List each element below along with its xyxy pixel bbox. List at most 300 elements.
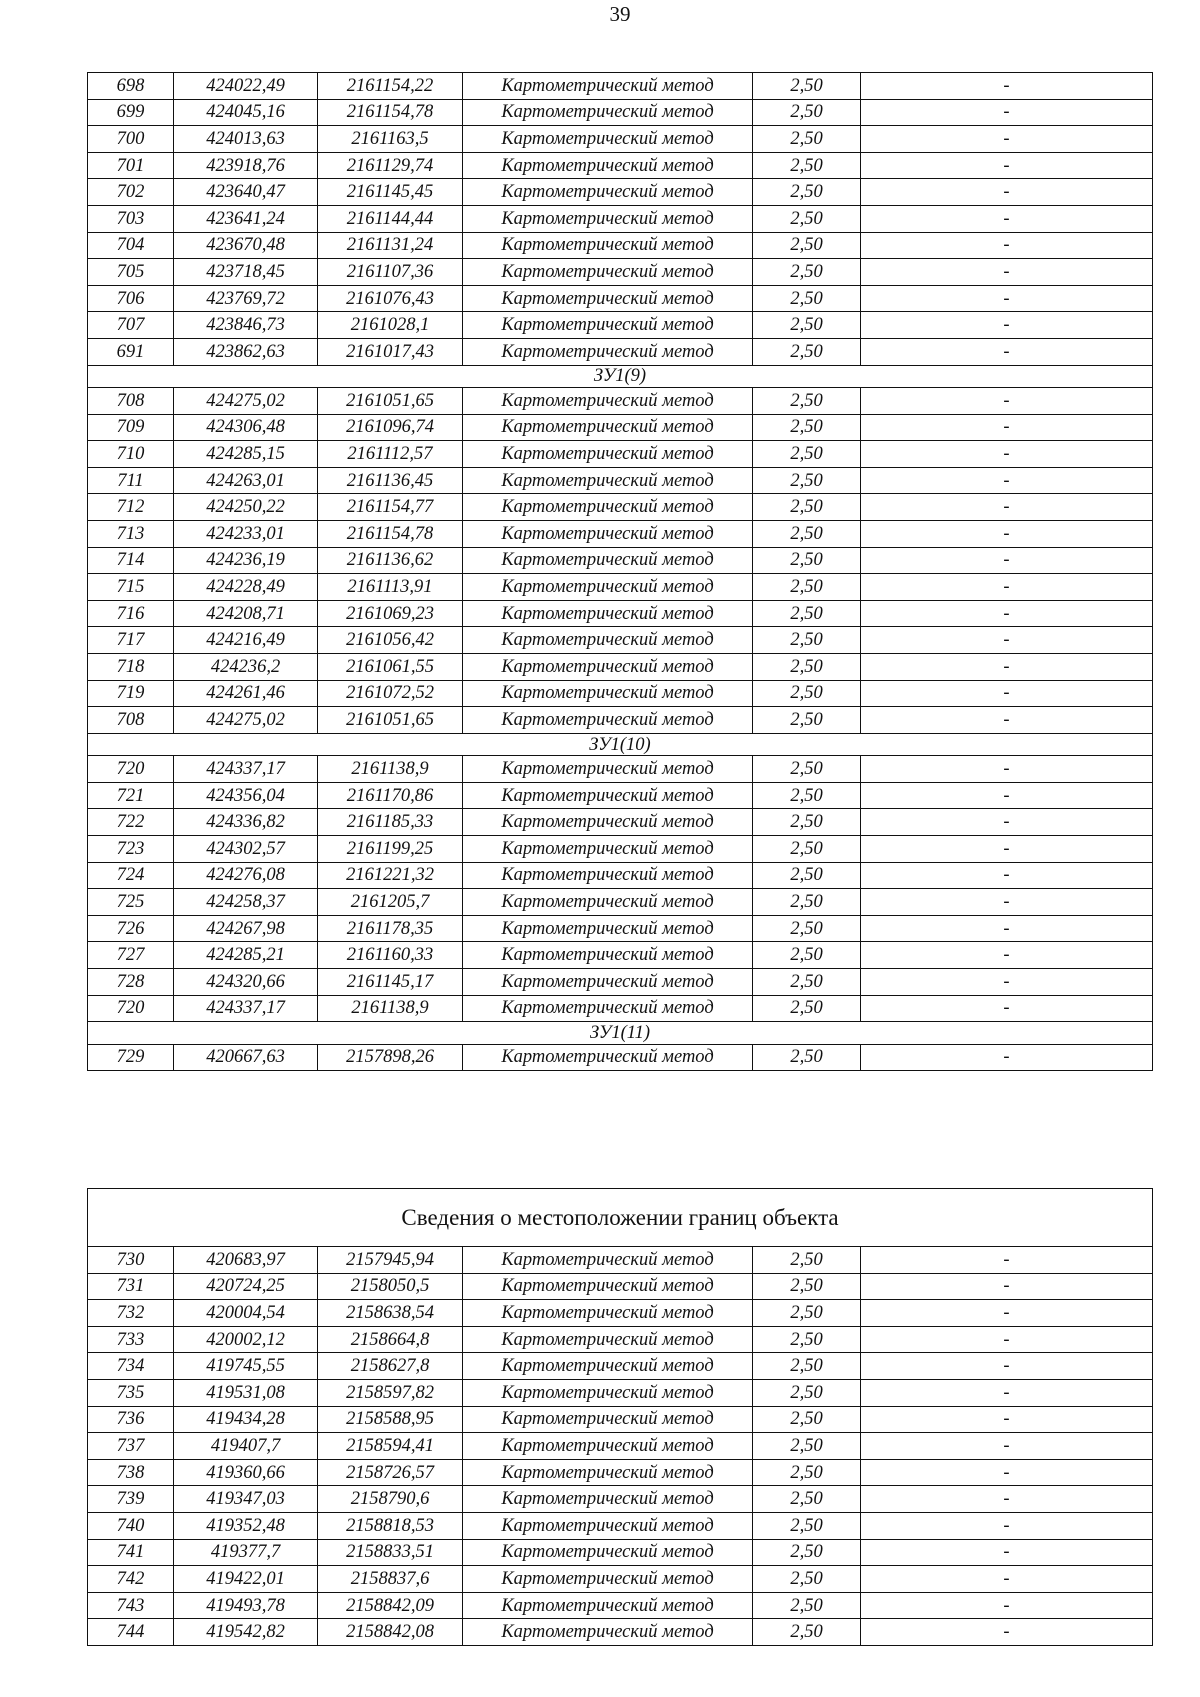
description-cell: -	[861, 1326, 1153, 1353]
x-coordinate-cell: 424337,17	[174, 995, 318, 1022]
y-coordinate-cell: 2161154,78	[318, 521, 463, 548]
accuracy-cell: 2,50	[753, 99, 861, 126]
y-coordinate-cell: 2158726,57	[318, 1459, 463, 1486]
method-cell: Картометрический метод	[463, 1326, 753, 1353]
point-number-cell: 705	[88, 259, 174, 286]
description-cell: -	[861, 1512, 1153, 1539]
method-cell: Картометрический метод	[463, 915, 753, 942]
method-cell: Картометрический метод	[463, 1379, 753, 1406]
method-cell: Картометрический метод	[463, 259, 753, 286]
description-cell: -	[861, 1300, 1153, 1327]
description-cell: -	[861, 1592, 1153, 1619]
x-coordinate-cell: 419377,7	[174, 1539, 318, 1566]
table-row	[88, 547, 1153, 574]
method-cell: Картометрический метод	[463, 312, 753, 339]
accuracy-cell: 2,50	[753, 521, 861, 548]
method-cell: Картометрический метод	[463, 152, 753, 179]
x-coordinate-cell: 424302,57	[174, 836, 318, 863]
x-coordinate-cell: 424306,48	[174, 414, 318, 441]
y-coordinate-cell: 2161072,52	[318, 680, 463, 707]
point-number-cell: 727	[88, 942, 174, 969]
description-cell: -	[861, 232, 1153, 259]
table-row	[88, 809, 1153, 836]
point-number-cell: 739	[88, 1486, 174, 1513]
description-cell: -	[861, 809, 1153, 836]
y-coordinate-cell: 2161138,9	[318, 995, 463, 1022]
table-row	[88, 627, 1153, 654]
x-coordinate-cell: 424250,22	[174, 494, 318, 521]
x-coordinate-cell: 424276,08	[174, 862, 318, 889]
description-cell: -	[861, 1566, 1153, 1593]
accuracy-cell: 2,50	[753, 995, 861, 1022]
x-coordinate-cell: 424022,49	[174, 73, 318, 100]
accuracy-cell: 2,50	[753, 1566, 861, 1593]
description-cell: -	[861, 205, 1153, 232]
point-number-cell: 699	[88, 99, 174, 126]
method-cell: Картометрический метод	[463, 414, 753, 441]
point-number-cell: 720	[88, 995, 174, 1022]
accuracy-cell: 2,50	[753, 782, 861, 809]
section-label: ЗУ1(11)	[88, 1022, 1153, 1045]
x-coordinate-cell: 419493,78	[174, 1592, 318, 1619]
method-cell: Картометрический метод	[463, 1619, 753, 1646]
y-coordinate-cell: 2161028,1	[318, 312, 463, 339]
y-coordinate-cell: 2161107,36	[318, 259, 463, 286]
description-cell: -	[861, 782, 1153, 809]
y-coordinate-cell: 2161129,74	[318, 152, 463, 179]
description-cell: -	[861, 152, 1153, 179]
accuracy-cell: 2,50	[753, 1353, 861, 1380]
coordinates-table	[87, 72, 1153, 1071]
y-coordinate-cell: 2161205,7	[318, 889, 463, 916]
description-cell: -	[861, 388, 1153, 415]
table-row	[88, 680, 1153, 707]
method-cell: Картометрический метод	[463, 862, 753, 889]
table-row	[88, 285, 1153, 312]
table-row	[88, 179, 1153, 206]
point-number-cell: 710	[88, 441, 174, 468]
point-number-cell: 728	[88, 969, 174, 996]
x-coordinate-cell: 419407,7	[174, 1433, 318, 1460]
table-row	[88, 1433, 1153, 1460]
table-row	[88, 1326, 1153, 1353]
y-coordinate-cell: 2161154,77	[318, 494, 463, 521]
accuracy-cell: 2,50	[753, 1459, 861, 1486]
accuracy-cell: 2,50	[753, 1406, 861, 1433]
accuracy-cell: 2,50	[753, 1044, 861, 1071]
point-number-cell: 719	[88, 680, 174, 707]
description-cell: -	[861, 312, 1153, 339]
y-coordinate-cell: 2158050,5	[318, 1273, 463, 1300]
table-row	[88, 969, 1153, 996]
method-cell: Картометрический метод	[463, 627, 753, 654]
y-coordinate-cell: 2158842,08	[318, 1619, 463, 1646]
y-coordinate-cell: 2158638,54	[318, 1300, 463, 1327]
method-cell: Картометрический метод	[463, 99, 753, 126]
table-row	[88, 1592, 1153, 1619]
x-coordinate-cell: 420667,63	[174, 1044, 318, 1071]
table-row	[88, 1406, 1153, 1433]
point-number-cell: 702	[88, 179, 174, 206]
table-row	[88, 152, 1153, 179]
x-coordinate-cell: 423862,63	[174, 338, 318, 365]
point-number-cell: 700	[88, 126, 174, 153]
table-row	[88, 205, 1153, 232]
table-row	[88, 1539, 1153, 1566]
method-cell: Картометрический метод	[463, 441, 753, 468]
y-coordinate-cell: 2161017,43	[318, 338, 463, 365]
table-row	[88, 312, 1153, 339]
method-cell: Картометрический метод	[463, 1566, 753, 1593]
section-row	[88, 365, 1153, 388]
point-number-cell: 743	[88, 1592, 174, 1619]
x-coordinate-cell: 424285,21	[174, 942, 318, 969]
point-number-cell: 717	[88, 627, 174, 654]
description-cell: -	[861, 494, 1153, 521]
accuracy-cell: 2,50	[753, 1326, 861, 1353]
x-coordinate-cell: 420002,12	[174, 1326, 318, 1353]
y-coordinate-cell: 2158833,51	[318, 1539, 463, 1566]
y-coordinate-cell: 2158627,8	[318, 1353, 463, 1380]
table-row	[88, 1273, 1153, 1300]
accuracy-cell: 2,50	[753, 1433, 861, 1460]
method-cell: Картометрический метод	[463, 1273, 753, 1300]
table-row	[88, 259, 1153, 286]
accuracy-cell: 2,50	[753, 179, 861, 206]
accuracy-cell: 2,50	[753, 126, 861, 153]
point-number-cell: 708	[88, 707, 174, 734]
y-coordinate-cell: 2161178,35	[318, 915, 463, 942]
point-number-cell: 715	[88, 574, 174, 601]
table-row	[88, 467, 1153, 494]
point-number-cell: 716	[88, 600, 174, 627]
y-coordinate-cell: 2161051,65	[318, 388, 463, 415]
point-number-cell: 723	[88, 836, 174, 863]
accuracy-cell: 2,50	[753, 1512, 861, 1539]
accuracy-cell: 2,50	[753, 942, 861, 969]
accuracy-cell: 2,50	[753, 627, 861, 654]
x-coordinate-cell: 419360,66	[174, 1459, 318, 1486]
method-cell: Картометрический метод	[463, 1300, 753, 1327]
table-row	[88, 1353, 1153, 1380]
x-coordinate-cell: 419422,01	[174, 1566, 318, 1593]
description-cell: -	[861, 414, 1153, 441]
table-row	[88, 600, 1153, 627]
point-number-cell: 691	[88, 338, 174, 365]
description-cell: -	[861, 1486, 1153, 1513]
y-coordinate-cell: 2158664,8	[318, 1326, 463, 1353]
x-coordinate-cell: 420683,97	[174, 1247, 318, 1274]
description-cell: -	[861, 1353, 1153, 1380]
x-coordinate-cell: 420724,25	[174, 1273, 318, 1300]
accuracy-cell: 2,50	[753, 73, 861, 100]
point-number-cell: 744	[88, 1619, 174, 1646]
x-coordinate-cell: 424208,71	[174, 600, 318, 627]
table-row	[88, 707, 1153, 734]
table-row	[88, 995, 1153, 1022]
x-coordinate-cell: 424275,02	[174, 707, 318, 734]
description-cell: -	[861, 1619, 1153, 1646]
point-number-cell: 713	[88, 521, 174, 548]
y-coordinate-cell: 2161138,9	[318, 756, 463, 783]
accuracy-cell: 2,50	[753, 969, 861, 996]
description-cell: -	[861, 969, 1153, 996]
x-coordinate-cell: 424356,04	[174, 782, 318, 809]
accuracy-cell: 2,50	[753, 285, 861, 312]
description-cell: -	[861, 73, 1153, 100]
x-coordinate-cell: 423641,24	[174, 205, 318, 232]
y-coordinate-cell: 2161136,45	[318, 467, 463, 494]
table-row	[88, 99, 1153, 126]
point-number-cell: 734	[88, 1353, 174, 1380]
y-coordinate-cell: 2161163,5	[318, 126, 463, 153]
table-row	[88, 574, 1153, 601]
y-coordinate-cell: 2161185,33	[318, 809, 463, 836]
description-cell: -	[861, 889, 1153, 916]
table-row	[88, 1044, 1153, 1071]
x-coordinate-cell: 419347,03	[174, 1486, 318, 1513]
x-coordinate-cell: 424236,19	[174, 547, 318, 574]
accuracy-cell: 2,50	[753, 388, 861, 415]
table-row	[88, 1566, 1153, 1593]
point-number-cell: 724	[88, 862, 174, 889]
y-coordinate-cell: 2158588,95	[318, 1406, 463, 1433]
accuracy-cell: 2,50	[753, 1273, 861, 1300]
point-number-cell: 707	[88, 312, 174, 339]
method-cell: Картометрический метод	[463, 1592, 753, 1619]
method-cell: Картометрический метод	[463, 521, 753, 548]
x-coordinate-cell: 424320,66	[174, 969, 318, 996]
y-coordinate-cell: 2158842,09	[318, 1592, 463, 1619]
description-cell: -	[861, 126, 1153, 153]
x-coordinate-cell: 419531,08	[174, 1379, 318, 1406]
description-cell: -	[861, 1379, 1153, 1406]
description-cell: -	[861, 707, 1153, 734]
point-number-cell: 731	[88, 1273, 174, 1300]
x-coordinate-cell: 424045,16	[174, 99, 318, 126]
x-coordinate-cell: 424236,2	[174, 653, 318, 680]
accuracy-cell: 2,50	[753, 1300, 861, 1327]
y-coordinate-cell: 2158818,53	[318, 1512, 463, 1539]
table-row	[88, 836, 1153, 863]
x-coordinate-cell: 424258,37	[174, 889, 318, 916]
method-cell: Картометрический метод	[463, 1459, 753, 1486]
description-cell: -	[861, 1433, 1153, 1460]
description-cell: -	[861, 756, 1153, 783]
x-coordinate-cell: 419745,55	[174, 1353, 318, 1380]
method-cell: Картометрический метод	[463, 547, 753, 574]
y-coordinate-cell: 2161112,57	[318, 441, 463, 468]
accuracy-cell: 2,50	[753, 205, 861, 232]
point-number-cell: 720	[88, 756, 174, 783]
y-coordinate-cell: 2157945,94	[318, 1247, 463, 1274]
point-number-cell: 730	[88, 1247, 174, 1274]
y-coordinate-cell: 2161113,91	[318, 574, 463, 601]
x-coordinate-cell: 424285,15	[174, 441, 318, 468]
accuracy-cell: 2,50	[753, 707, 861, 734]
method-cell: Картометрический метод	[463, 494, 753, 521]
table-row	[88, 756, 1153, 783]
section-label: ЗУ1(10)	[88, 733, 1153, 756]
y-coordinate-cell: 2158594,41	[318, 1433, 463, 1460]
table-row	[88, 1619, 1153, 1646]
y-coordinate-cell: 2161056,42	[318, 627, 463, 654]
description-cell: -	[861, 338, 1153, 365]
description-cell: -	[861, 1459, 1153, 1486]
description-cell: -	[861, 995, 1153, 1022]
x-coordinate-cell: 423846,73	[174, 312, 318, 339]
accuracy-cell: 2,50	[753, 862, 861, 889]
point-number-cell: 708	[88, 388, 174, 415]
description-cell: -	[861, 915, 1153, 942]
table-row	[88, 889, 1153, 916]
y-coordinate-cell: 2161145,17	[318, 969, 463, 996]
description-cell: -	[861, 1273, 1153, 1300]
description-cell: -	[861, 600, 1153, 627]
point-number-cell: 712	[88, 494, 174, 521]
y-coordinate-cell: 2161160,33	[318, 942, 463, 969]
table-row	[88, 1512, 1153, 1539]
description-cell: -	[861, 547, 1153, 574]
table-row	[88, 1379, 1153, 1406]
description-cell: -	[861, 1247, 1153, 1274]
description-cell: -	[861, 942, 1153, 969]
y-coordinate-cell: 2161061,55	[318, 653, 463, 680]
y-coordinate-cell: 2161096,74	[318, 414, 463, 441]
x-coordinate-cell: 424216,49	[174, 627, 318, 654]
y-coordinate-cell: 2161051,65	[318, 707, 463, 734]
method-cell: Картометрический метод	[463, 1353, 753, 1380]
table-title: Сведения о местоположении границ объекта	[88, 1189, 1153, 1247]
point-number-cell: 718	[88, 653, 174, 680]
y-coordinate-cell: 2161076,43	[318, 285, 463, 312]
table-row	[88, 1300, 1153, 1327]
point-number-cell: 736	[88, 1406, 174, 1433]
table-row	[88, 942, 1153, 969]
method-cell: Картометрический метод	[463, 574, 753, 601]
table-row	[88, 388, 1153, 415]
method-cell: Картометрический метод	[463, 836, 753, 863]
y-coordinate-cell: 2161170,86	[318, 782, 463, 809]
x-coordinate-cell: 424267,98	[174, 915, 318, 942]
accuracy-cell: 2,50	[753, 494, 861, 521]
point-number-cell: 740	[88, 1512, 174, 1539]
x-coordinate-cell: 420004,54	[174, 1300, 318, 1327]
point-number-cell: 714	[88, 547, 174, 574]
accuracy-cell: 2,50	[753, 1539, 861, 1566]
section-row	[88, 733, 1153, 756]
table-row	[88, 232, 1153, 259]
x-coordinate-cell: 424233,01	[174, 521, 318, 548]
x-coordinate-cell: 424336,82	[174, 809, 318, 836]
x-coordinate-cell: 423640,47	[174, 179, 318, 206]
point-number-cell: 701	[88, 152, 174, 179]
y-coordinate-cell: 2161069,23	[318, 600, 463, 627]
accuracy-cell: 2,50	[753, 1379, 861, 1406]
x-coordinate-cell: 419542,82	[174, 1619, 318, 1646]
y-coordinate-cell: 2157898,26	[318, 1044, 463, 1071]
page-number: 39	[609, 2, 631, 26]
method-cell: Картометрический метод	[463, 1512, 753, 1539]
y-coordinate-cell: 2161136,62	[318, 547, 463, 574]
table-heading-row	[88, 1189, 1153, 1247]
method-cell: Картометрический метод	[463, 756, 753, 783]
x-coordinate-cell: 423918,76	[174, 152, 318, 179]
y-coordinate-cell: 2161131,24	[318, 232, 463, 259]
y-coordinate-cell: 2161154,22	[318, 73, 463, 100]
y-coordinate-cell: 2161154,78	[318, 99, 463, 126]
description-cell: -	[861, 1406, 1153, 1433]
method-cell: Картометрический метод	[463, 1539, 753, 1566]
accuracy-cell: 2,50	[753, 680, 861, 707]
y-coordinate-cell: 2158837,6	[318, 1566, 463, 1593]
description-cell: -	[861, 521, 1153, 548]
x-coordinate-cell: 424228,49	[174, 574, 318, 601]
y-coordinate-cell: 2161144,44	[318, 205, 463, 232]
description-cell: -	[861, 179, 1153, 206]
y-coordinate-cell: 2158597,82	[318, 1379, 463, 1406]
point-number-cell: 732	[88, 1300, 174, 1327]
table-row	[88, 915, 1153, 942]
object-boundary-table	[87, 1188, 1153, 1646]
point-number-cell: 741	[88, 1539, 174, 1566]
accuracy-cell: 2,50	[753, 1619, 861, 1646]
x-coordinate-cell: 423718,45	[174, 259, 318, 286]
table-row	[88, 441, 1153, 468]
point-number-cell: 722	[88, 809, 174, 836]
x-coordinate-cell: 424261,46	[174, 680, 318, 707]
method-cell: Картометрический метод	[463, 467, 753, 494]
method-cell: Картометрический метод	[463, 969, 753, 996]
y-coordinate-cell: 2158790,6	[318, 1486, 463, 1513]
point-number-cell: 706	[88, 285, 174, 312]
accuracy-cell: 2,50	[753, 1486, 861, 1513]
table-row	[88, 1486, 1153, 1513]
x-coordinate-cell: 424263,01	[174, 467, 318, 494]
accuracy-cell: 2,50	[753, 574, 861, 601]
method-cell: Картометрический метод	[463, 942, 753, 969]
point-number-cell: 738	[88, 1459, 174, 1486]
method-cell: Картометрический метод	[463, 1044, 753, 1071]
y-coordinate-cell: 2161221,32	[318, 862, 463, 889]
table-row	[88, 1247, 1153, 1274]
table-row	[88, 126, 1153, 153]
description-cell: -	[861, 1044, 1153, 1071]
method-cell: Картометрический метод	[463, 1433, 753, 1460]
method-cell: Картометрический метод	[463, 232, 753, 259]
accuracy-cell: 2,50	[753, 259, 861, 286]
method-cell: Картометрический метод	[463, 782, 753, 809]
point-number-cell: 704	[88, 232, 174, 259]
method-cell: Картометрический метод	[463, 338, 753, 365]
accuracy-cell: 2,50	[753, 1592, 861, 1619]
accuracy-cell: 2,50	[753, 547, 861, 574]
table-row	[88, 494, 1153, 521]
table-row	[88, 521, 1153, 548]
method-cell: Картометрический метод	[463, 1247, 753, 1274]
accuracy-cell: 2,50	[753, 756, 861, 783]
accuracy-cell: 2,50	[753, 836, 861, 863]
table-row	[88, 1459, 1153, 1486]
accuracy-cell: 2,50	[753, 338, 861, 365]
method-cell: Картометрический метод	[463, 126, 753, 153]
method-cell: Картометрический метод	[463, 73, 753, 100]
accuracy-cell: 2,50	[753, 600, 861, 627]
x-coordinate-cell: 424337,17	[174, 756, 318, 783]
point-number-cell: 703	[88, 205, 174, 232]
y-coordinate-cell: 2161145,45	[318, 179, 463, 206]
description-cell: -	[861, 259, 1153, 286]
